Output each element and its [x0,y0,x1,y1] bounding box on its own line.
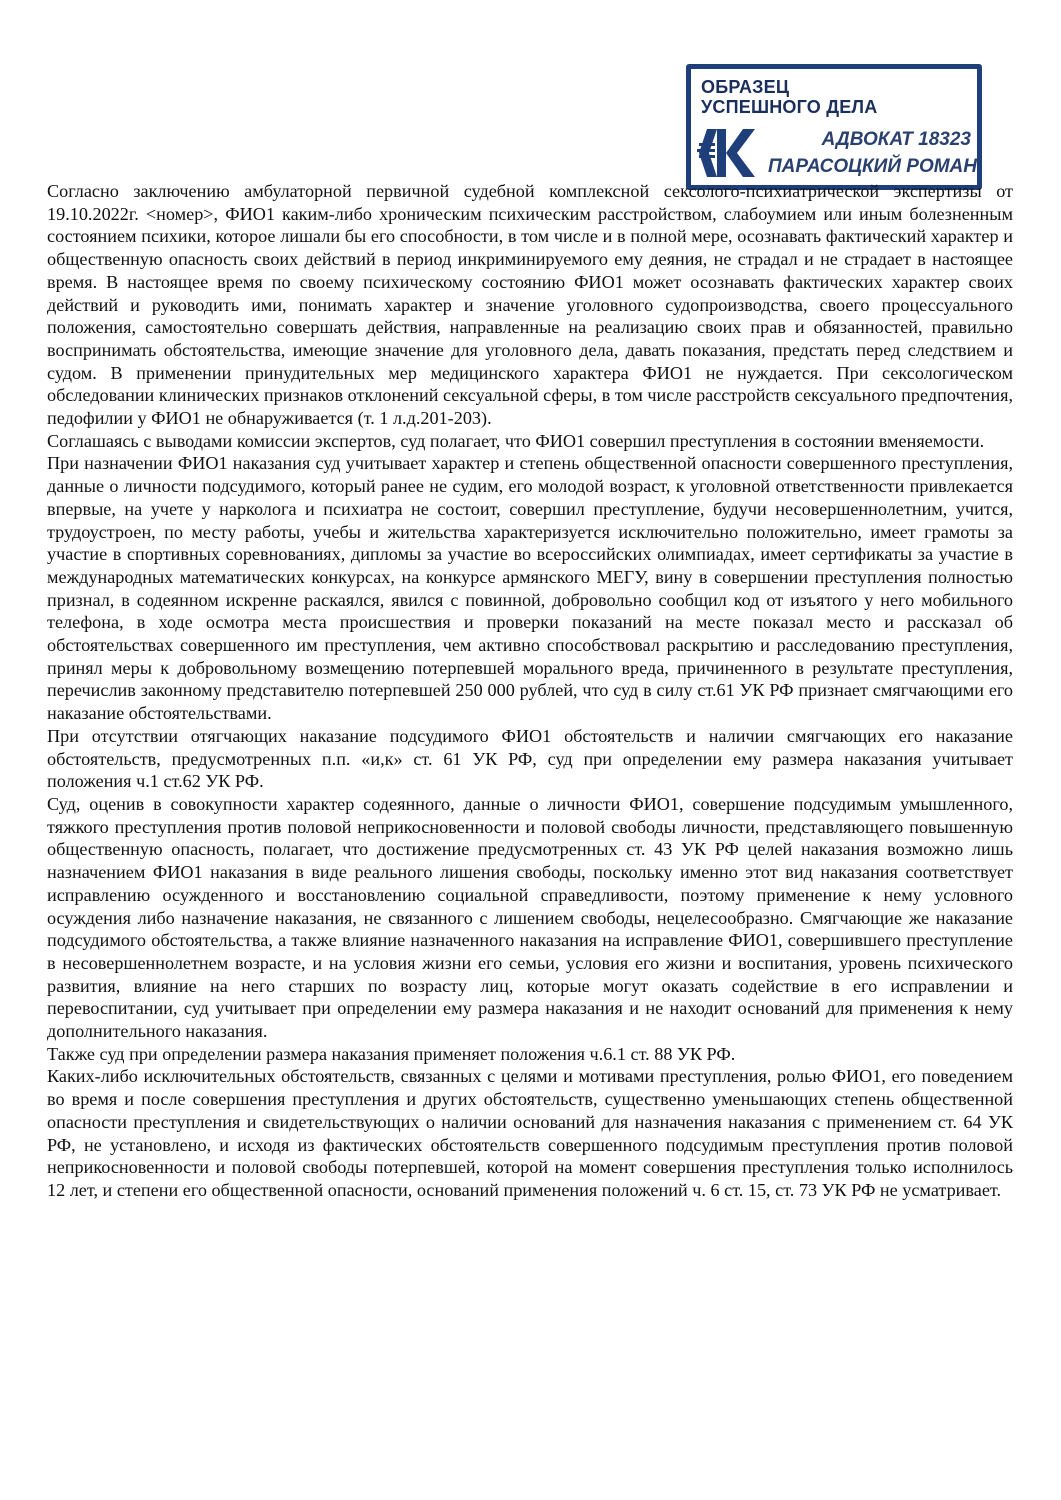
paragraph-expert-conclusion: Согласно заключению амбулаторной первичной судебной комплексной сексолого-психиатрической экспертизы от 19.10.2022г. <номер>, ФИО1 каким-либо хроническим психическим расстройством, слабоумием или иным болезненным состоянием психики, которое лишали бы его способности, в том числе и в полной мере, осознавать фактический характер и общественную опасность своих действий в период инкриминируемого ему деяния, не страдал и не страдает в настоящее время. В настоящее время по своему психическому состоянию ФИО1 может осознавать фактических характер своих действий и руководить ими, понимать характер и значение уголовного судопроизводства, своего процессуального положения, самостоятельно совершать действия, направленные на реализацию своих прав и обязанностей, правильно воспринимать обстоятельства, имеющие значение для уголовного дела, давать показания, предстать перед следствием и судом. В применении принудительных мер медицинского характера ФИО1 не нуждается. При сексологическом обследовании клинических признаков отклонений сексуальной сферы, в том числе расстройств сексуального предпочтения, педофилии у ФИО1 не обнаруживается (т. 1 л.д.201-203). [47,181,1013,429]
badge-lawyer-name: ПАРАСОЦКИЙ РОМАН [768,156,977,177]
paragraph-mitigating-circumstances: При назначении ФИО1 наказания суд учитывает характер и степень общественной опасности совершенного преступления, данные о личности подсудимого, который ранее не судим, его молодой возраст, к уголовной ответственности привлекается впервые, на учете у нарколога и психиатра не состоит, совершил преступление, будучи несовершеннолетним, учится, трудоустроен, по месту работы, учебы и жительства характеризуется исключительно положительно, имеет грамоты за участие в спортивных соревнованиях, дипломы за участие во всероссийских олимпиадах, имеет сертификаты за участие в международных математических конкурсах, на конкурсе армянского МЕГУ, вину в совершении преступления полностью признал, в содеянном искренне раскаялся, явился с повинной, добровольно сообщил код от изъятого у него мобильного телефона, в ходе осмотра места происшествия и проверки показаний на месте показал место и рассказал об обстоятельствах совершенного им преступления, чем активно способствовал раскрытию и расследованию преступления, принял меры к добровольному возмещению потерпевшей морального вреда, причиненного в результате преступления, перечислив законному представителю потерпевшей 250 000 рублей, что суд в силу ст.61 УК РФ признает смягчающими его наказание обстоятельствами. [47,453,1013,724]
badge-title: ОБРАЗЕЦ УСПЕШНОГО ДЕЛА [701,77,878,117]
paragraph-sentence-reasoning: Суд, оценив в совокупности характер содеянного, данные о личности ФИО1, совершение подсудимым умышленного, тяжкого преступления против половой неприкосновенности и половой свободы личности, представляющего повышенную общественную опасность, полагает, что достижение предусмотренных ст. 43 УК РФ целей наказания возможно лишь назначением ФИО1 наказания в виде реального лишения свободы, поскольку именно этот вид наказания соответствует исправлению осужденного и восстановлению социальной справедливости, поэтому применение к нему условного осуждения либо назначение наказания, не связанного с лишением свободы, нецелесообразно. Смягчающие же наказание подсудимого обстоятельства, а также влияние назначенного наказания на исправление ФИО1, совершившего преступление в несовершеннолетнем возрасте, и на условия жизни его семьи, условия его жизни и воспитания, уровень психического развития, влияние на него старших по возрасту лиц, которые могут оказать содействие в его исправлении и перевоспитании, суд учитывает при определении ему размера наказания и не находит оснований для применения к нему дополнительного наказания. [47,793,1013,1042]
paragraph-sanity-finding: Соглашаясь с выводами комиссии экспертов, суд полагает, что ФИО1 совершил преступления в состоянии вменяемости. [47,430,985,451]
paragraph-no-exceptional: Каких-либо исключительных обстоятельств, связанных с целями и мотивами преступления, ролью ФИО1, его поведением во время и после совершения преступления и других обстоятельств, существенно уменьшающих степень общественной опасности преступления и свидетельствующих о наличии оснований для назначения наказания с применением ст. 64 УК РФ, не установлено, и исходя из фактических обстоятельств совершенного подсудимым преступления против половой неприкосновенности и половой свободы потерпевшей, которой на момент совершения преступления только исполнилось 12 лет, и степени его общественной опасности, оснований применения положений ч. 6 ст. 15, ст. 73 УК РФ не усматривает. [47,1066,1013,1200]
paragraph-article-88: Также суд при определении размера наказания применяет положения ч.6.1 ст. 88 УК РФ. [47,1043,736,1064]
badge-lawyer-info [757,129,977,179]
k-letter-logo-icon [697,123,757,183]
badge-lawyer-number: АДВОКАТ 18323 [821,129,971,150]
success-case-badge [686,64,982,190]
document-text [47,180,1013,1202]
paragraph-no-aggravating: При отсутствии отягчающих наказание подсудимого ФИО1 обстоятельств и наличии смягчающих его наказание обстоятельств, предусмотренных п.п. «и,к» ст. 61 УК РФ, суд при определении ему размера наказания учитывает положения ч.1 ст.62 УК РФ. [47,725,1013,792]
